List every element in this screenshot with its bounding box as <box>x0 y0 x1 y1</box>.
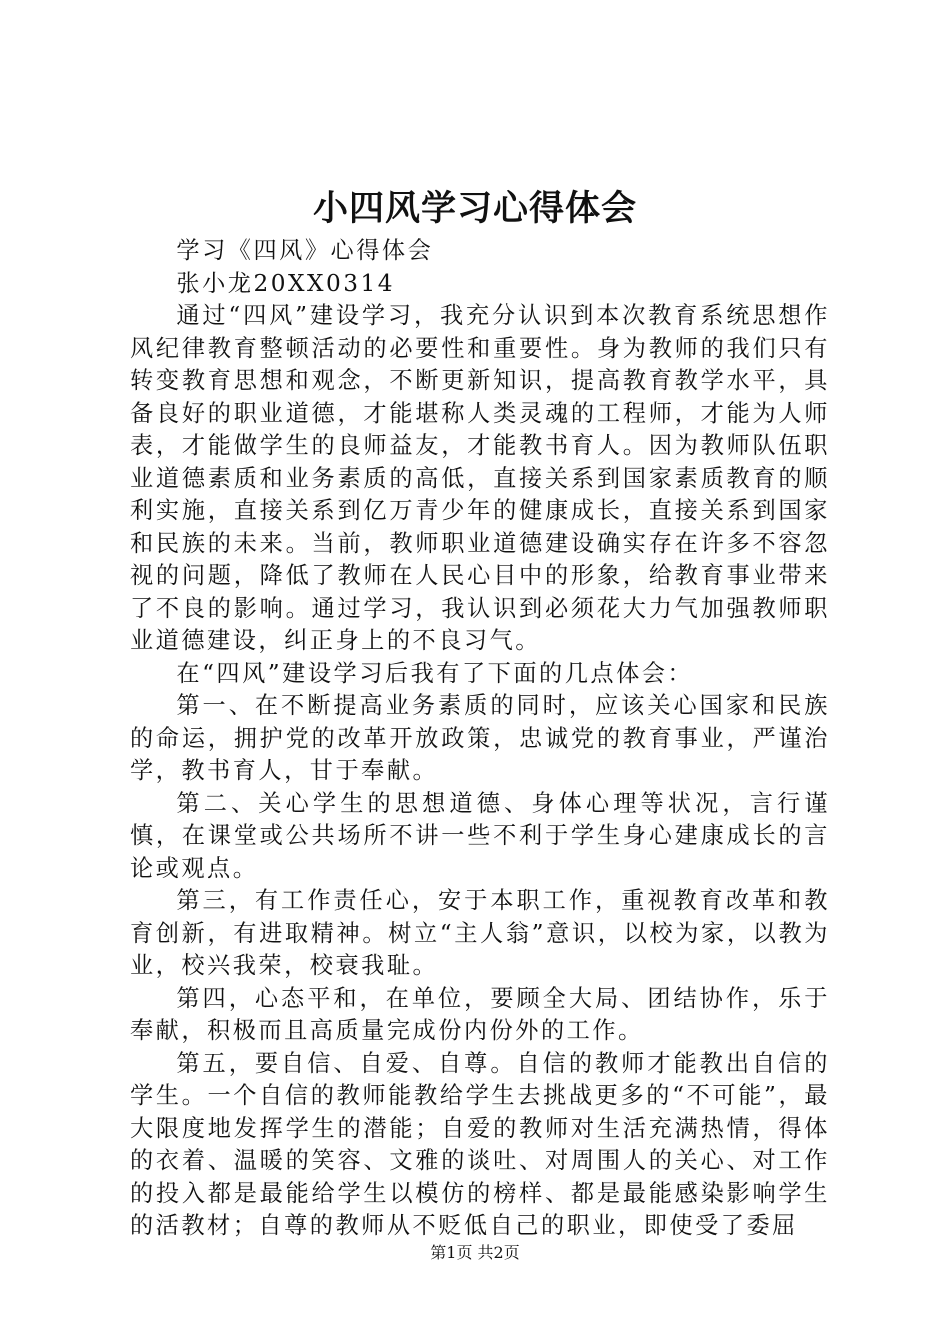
body-paragraph: 第二、关心学生的思想道德、身体心理等状况，言行谨慎，在课堂或公共场所不讲一些不利于学生身心建康成长的言论或观点。 <box>130 789 830 882</box>
document-body <box>130 235 830 1243</box>
body-paragraph: 第三，有工作责任心，安于本职工作，重视教育改革和教育创新，有进取精神。树立“主人翁”意识，以校为家，以教为业，校兴我荣，校衰我耻。 <box>130 887 830 979</box>
page-number-footer: 第1页 共2页 <box>430 1243 520 1262</box>
body-paragraph: 通过“四风”建设学习，我充分认识到本次教育系统思想作风纪律教育整顿活动的必要性和重要性。身为教师的我们只有转变教育思想和观念，不断更新知识，提高教育教学水平，具备良好的职业道德，才能堪称人类灵魂的工程师，才能为人师表，才能做学生的良师益友，才能教书育人。因为教师队伍职业道德素质和业务素质的高低，直接关系到国家素质教育的顺利实施，直接关系到亿万青少年的健康成长，直接关系到国家和民族的未来。当前，教师职业道德建设确实存在许多不容忽视的问题，降低了教师在人民心目中的形象，给教育事业带来了不良的影响。通过学习，我认识到必须花大力气加强教师职业道德建设，纠正身上的不良习气。 <box>130 302 830 654</box>
body-paragraph: 第四，心态平和，在单位，要顾全大局、团结协作，乐于奉献，积极而且高质量完成份内份外的工作。 <box>130 984 830 1044</box>
document-title: 小四风学习心得体会 <box>312 188 637 229</box>
body-paragraph: 在“四风”建设学习后我有了下面的几点体会： <box>176 659 694 687</box>
author-date-paragraph: 张小龙20XX0314 <box>176 269 395 297</box>
body-paragraph: 第五，要自信、自爱、自尊。自信的教师才能教出自信的学生。一个自信的教师能教给学生去挑战更多的“不可能”，最大限度地发挥学生的潜能；自爱的教师对生活充满热情，得体的衣着、温暖的笑容、文雅的谈吐、对周围人的关心、对工作的投入都是最能给学生以模仿的榜样、都是最能感染影响学生的活教材；自尊的教师从不贬低自己的职业，即使受了委屈 <box>130 1049 830 1239</box>
body-paragraph: 第一、在不断提高业务素质的同时，应该关心国家和民族的命运，拥护党的改革开放政策，忠诚党的教育事业，严谨治学，教书育人，甘于奉献。 <box>130 692 830 784</box>
subtitle-paragraph: 学习《四风》心得体会 <box>176 237 434 264</box>
